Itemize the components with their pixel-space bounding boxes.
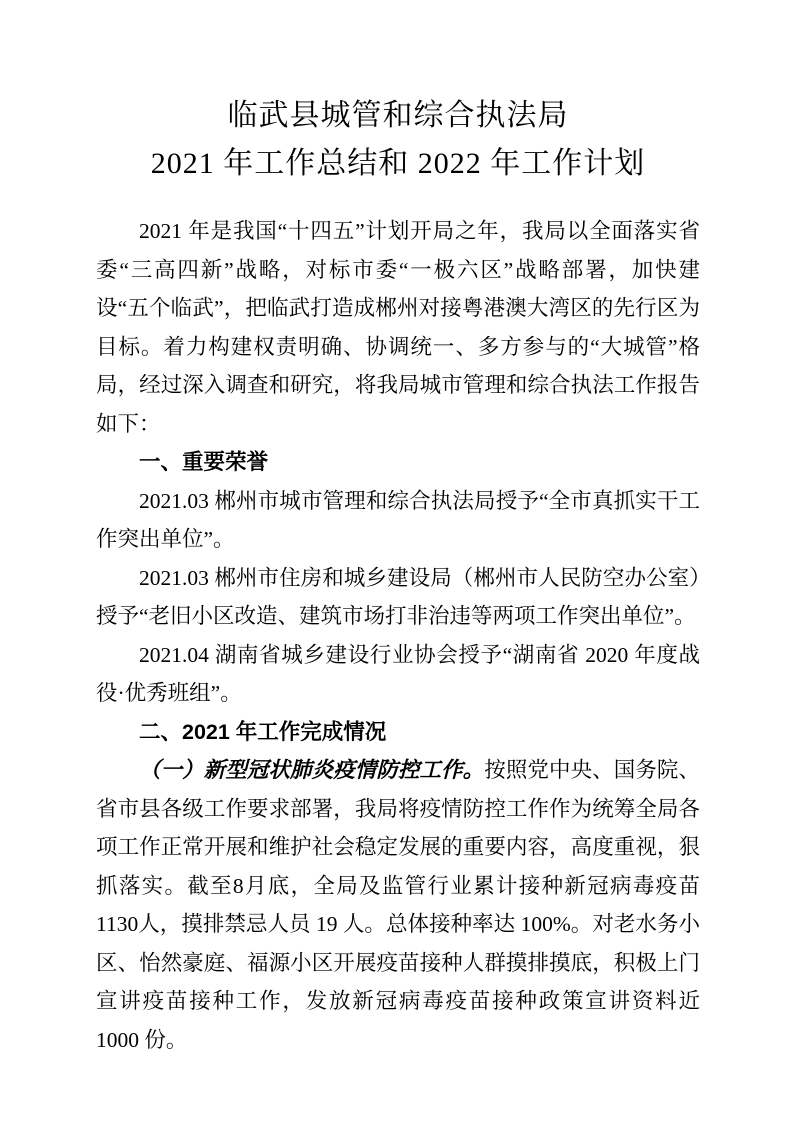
- section-heading-2021-work: 二、2021 年工作完成情况: [139, 719, 387, 744]
- document-body: [96, 212, 700, 1059]
- paragraph-covid-text: 按照党中央、国务院、省市县各级工作要求部署，我局将疫情防控工作作为统筹全局各项工作正常开展和维护社会稳定发展的重要内容，高度重视，狠抓落实。截至8月底，全局及监管行业累计接种新冠病毒疫苗1130人，摸排禁忌人员 19 人。总体接种率达 100%。对老水务小区、怡然豪庭、福源小区开展疫苗接种人群摸排摸底，积极上门宣讲疫苗接种工作，发放新冠病毒疫苗接种政策宣讲资料近 1000 份。: [96, 758, 700, 1052]
- paragraph-honor-2: 2021.03 郴州市住房和城乡建设局（郴州市人民防空办公室）授予“老旧小区改造、建筑市场打非治违等两项工作突出单位”。: [96, 565, 700, 628]
- paragraph-covid: [96, 751, 700, 1059]
- document-title: [96, 92, 700, 188]
- document-title-line-1: 临武县城管和综合执法局: [227, 99, 569, 132]
- paragraph-honor-3: 2021.04 湖南省城乡建设行业协会授予“湖南省 2020 年度战役·优秀班组”。: [96, 642, 700, 705]
- document-title-line-2: 2021 年工作总结和 2022 年工作计划: [150, 147, 646, 180]
- section-heading-honors: 一、重要荣誉: [139, 450, 269, 474]
- paragraph-intro: 2021 年是我国“十四五”计划开局之年，我局以全面落实省委“三高四新”战略，对标市委“一极六区”战略部署，加快建设“五个临武”，把临武打造成郴州对接粤港澳大湾区的先行区为目标。着力构建权责明确、协调统一、多方参与的“大城管”格局，经过深入调查和研究，将我局城市管理和综合执法工作报告如下：: [96, 219, 700, 436]
- paragraph-covid-lead: （一）新型冠状肺炎疫情防控工作。: [139, 758, 485, 782]
- paragraph-honor-1: 2021.03 郴州市城市管理和综合执法局授予“全市真抓实干工作突出单位”。: [96, 488, 700, 551]
